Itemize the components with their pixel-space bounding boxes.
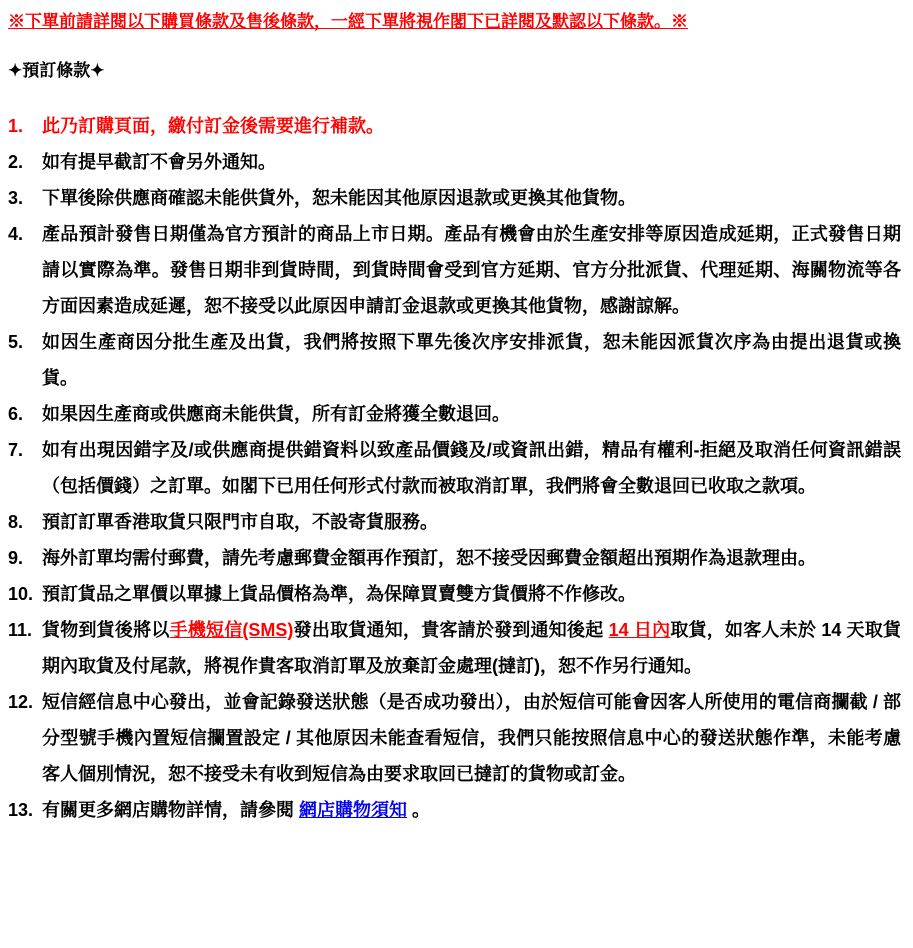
- text-segment: 如有提早截訂不會另外通知。: [42, 152, 276, 172]
- shop-guide-link[interactable]: 網店購物須知: [299, 800, 407, 820]
- item-text: [42, 684, 903, 792]
- text-segment: 如有出現因錯字及/或供應商提供錯資料以致產品價錢及/或資訊出錯，精品有權利-拒絕及取消任何資訊錯誤（包括價錢）之訂單。如閣下已用任何形式付款而被取消訂單，我們將會全數退回已收取之款項。: [42, 440, 901, 496]
- list-item: [8, 612, 903, 684]
- item-number: 5.: [8, 332, 24, 352]
- item-text: [42, 324, 903, 396]
- list-item: [8, 432, 903, 504]
- text-segment: 預訂訂單香港取貨只限門市自取，不設寄貨服務。: [42, 512, 438, 532]
- item-text: [42, 576, 903, 612]
- item-text: [42, 504, 903, 540]
- list-item: [8, 324, 903, 396]
- item-text: [42, 792, 903, 828]
- item-number: 9.: [8, 548, 24, 568]
- text-segment: 14 日內: [608, 620, 671, 640]
- item-text: [42, 180, 903, 216]
- item-number: 1.: [8, 116, 24, 136]
- text-segment: 此乃訂購頁面，繳付訂金後需要進行補款。: [42, 116, 384, 136]
- item-number: 12.: [8, 692, 34, 712]
- text-segment: 產品預計發售日期僅為官方預計的商品上市日期。產品有機會由於生產安排等原因造成延期，正式發售日期請以實際為準。發售日期非到貨時間，到貨時間會受到官方延期、官方分批派貨、代理延期、海關物流等各方面因素造成延遲，恕不接受以此原因申請訂金退款或更換其他貨物，感謝諒解。: [42, 224, 901, 316]
- item-number: 3.: [8, 188, 24, 208]
- item-number: 8.: [8, 512, 24, 532]
- item-number: 11.: [8, 620, 33, 640]
- list-item: [8, 504, 903, 540]
- text-segment: 海外訂單均需付郵費，請先考慮郵費金額再作預訂，恕不接受因郵費金額超出預期作為退款理由。: [42, 548, 816, 568]
- item-text: [42, 216, 903, 324]
- text-segment: 發出取貨通知，貴客請於發到通知後起: [293, 620, 609, 640]
- text-segment: 有關更多網店購物詳情，請參閱: [42, 800, 299, 820]
- item-text: [42, 108, 903, 144]
- text-segment: 下單後除供應商確認未能供貨外，恕未能因其他原因退款或更換其他貨物。: [42, 188, 636, 208]
- list-item: [8, 144, 903, 180]
- text-segment: 。: [407, 800, 431, 820]
- text-segment: 手機短信(SMS): [169, 620, 294, 640]
- text-segment: 短信經信息中心發出，並會記錄發送狀態（是否成功發出），由於短信可能會因客人所使用的電信商攔截 / 部分型號手機內置短信攔置設定 / 其他原因未能查看短信，我們只能按照信息中心的發送狀態作準，未能考慮客人個別情況，恕不接受未有收到短信為由要求取回已撻訂的貨物或訂金。: [42, 692, 901, 784]
- terms-list: [8, 108, 903, 828]
- item-text: [42, 144, 903, 180]
- item-number: 6.: [8, 404, 24, 424]
- list-item: [8, 180, 903, 216]
- list-item: [8, 684, 903, 792]
- text-segment: 貨物到貨後將以: [42, 620, 170, 640]
- item-number: 4.: [8, 224, 24, 244]
- item-number: 7.: [8, 440, 24, 460]
- item-number: 10.: [8, 584, 34, 604]
- item-number: 13.: [8, 800, 34, 820]
- list-item: [8, 792, 903, 828]
- list-item: [8, 576, 903, 612]
- list-item: [8, 396, 903, 432]
- text-segment: 取貨，如客人未於 14 天取貨期內取貨及付尾款，將視作貴客取消訂單及放棄訂金處理(撻訂)，恕不作另行通知。: [42, 620, 902, 676]
- list-item: [8, 216, 903, 324]
- text-segment: 如果因生產商或供應商未能供貨，所有訂金將獲全數退回。: [42, 404, 510, 424]
- item-text: [42, 396, 903, 432]
- item-text: [42, 432, 903, 504]
- text-segment: 如因生產商因分批生產及出貨，我們將按照下單先後次序安排派貨，恕未能因派貨次序為由提出退貨或換貨。: [42, 332, 901, 388]
- text-segment: 預訂貨品之單價以單據上貨品價格為準，為保障買賣雙方貨價將不作修改。: [42, 584, 636, 604]
- page-title: ※下單前請詳閱以下購買條款及售後條款，一經下單將視作閣下已詳閱及默認以下條款。※: [8, 12, 688, 31]
- item-number: 2.: [8, 152, 24, 172]
- list-item: [8, 540, 903, 576]
- section-header: ✦預訂條款✦: [8, 61, 105, 80]
- list-item: [8, 108, 903, 144]
- item-text: [42, 540, 903, 576]
- item-text: [42, 612, 903, 684]
